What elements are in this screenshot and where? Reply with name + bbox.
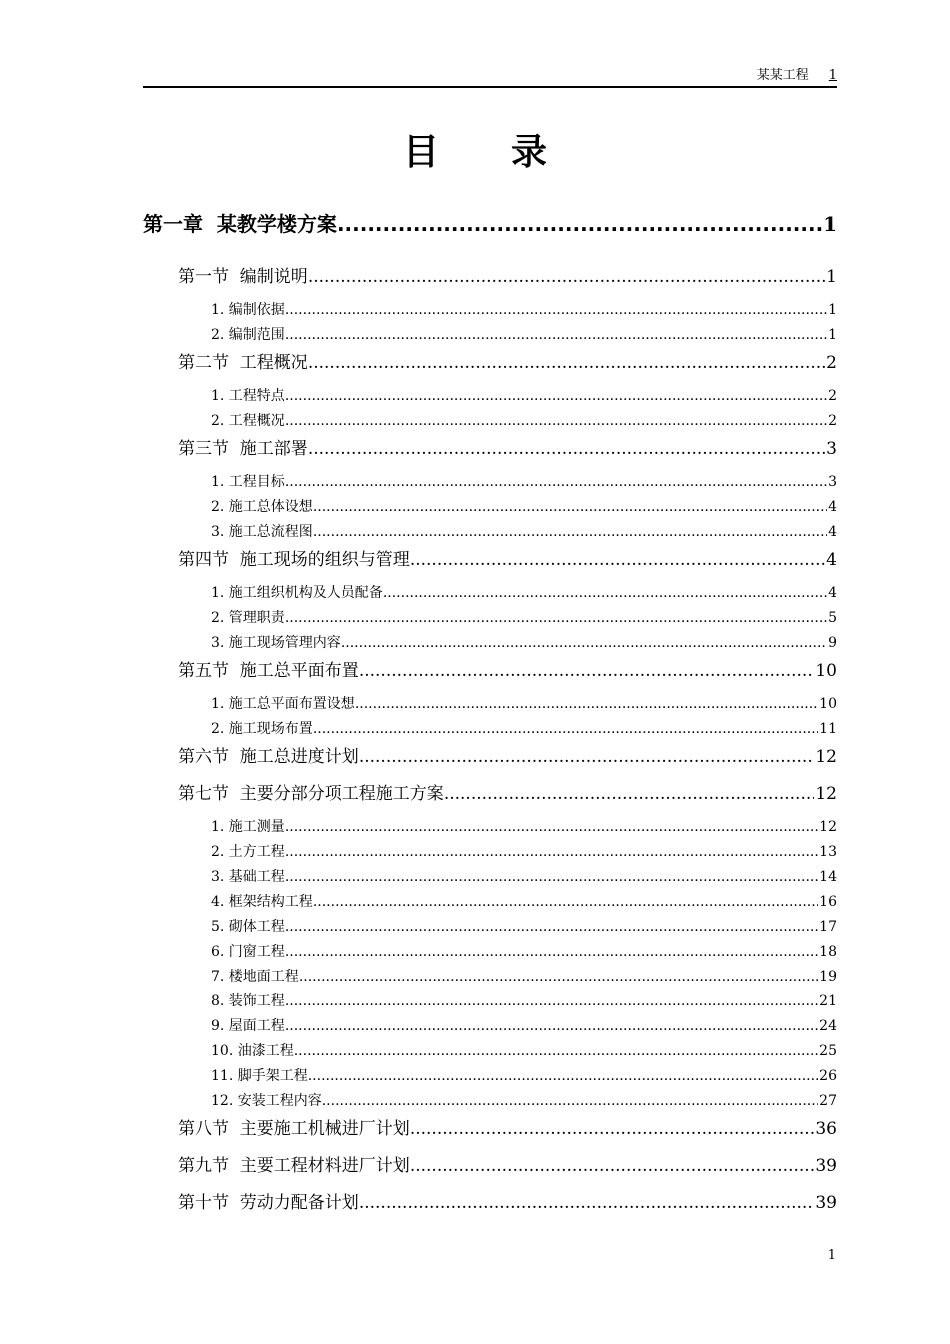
toc-entry[interactable] xyxy=(211,471,837,491)
toc-title: 目录 xyxy=(402,132,619,173)
toc-dot-leader xyxy=(313,721,818,737)
toc-entry[interactable] xyxy=(211,941,837,961)
toc-dot-leader xyxy=(294,1043,818,1059)
toc-entry-label: 第四节 施工现场的组织与管理 xyxy=(178,550,410,570)
toc-dot-leader xyxy=(383,585,827,601)
toc-entry-page: 18 xyxy=(819,944,837,960)
toc-entry-page: 4 xyxy=(828,585,837,601)
header-page-number: 1 xyxy=(828,68,837,83)
toc-entry-label: 第一章 某教学楼方案 xyxy=(143,212,337,236)
toc-entry-page: 5 xyxy=(828,610,837,626)
page-header xyxy=(143,66,837,88)
toc-entry-page: 25 xyxy=(819,1043,837,1059)
toc-entry-label: 第八节 主要施工机械进厂计划 xyxy=(178,1119,410,1139)
toc-entry-page: 39 xyxy=(815,1193,837,1213)
toc-entry[interactable] xyxy=(211,693,837,713)
toc-entry[interactable] xyxy=(211,1015,837,1035)
toc-entry-page: 2 xyxy=(826,353,837,373)
toc-entry-label: 第九节 主要工程材料进厂计划 xyxy=(178,1156,410,1176)
toc-entry[interactable] xyxy=(211,521,837,541)
toc-entry-label: 4. 框架结构工程 xyxy=(211,894,313,910)
toc-entry[interactable] xyxy=(178,1188,837,1213)
toc-dot-leader xyxy=(285,474,827,490)
toc-dot-leader xyxy=(285,944,818,960)
toc-entry-label: 1. 编制依据 xyxy=(211,302,285,318)
toc-entry-page: 26 xyxy=(819,1068,837,1084)
toc-entry[interactable] xyxy=(211,841,837,861)
toc-entry-label: 6. 门窗工程 xyxy=(211,944,285,960)
toc-entry-page: 14 xyxy=(819,869,837,885)
toc-entry-page: 3 xyxy=(828,474,837,490)
toc-entry[interactable] xyxy=(211,1065,837,1085)
toc-entry-label: 7. 楼地面工程 xyxy=(211,969,299,985)
toc-entry[interactable] xyxy=(211,891,837,911)
toc-entry-page: 1 xyxy=(823,212,837,236)
toc-dot-leader xyxy=(299,969,818,985)
toc-entry[interactable] xyxy=(211,324,837,344)
toc-entry-page: 1 xyxy=(826,267,837,287)
toc-entry[interactable] xyxy=(178,1151,837,1176)
toc-entry[interactable] xyxy=(211,1090,837,1110)
toc-entry-page: 21 xyxy=(819,993,837,1009)
toc-entry[interactable] xyxy=(211,410,837,430)
toc-entry[interactable] xyxy=(178,1114,837,1139)
toc-entry-label: 第二节 工程概况 xyxy=(178,353,308,373)
toc-dot-leader xyxy=(285,919,818,935)
toc-entry[interactable] xyxy=(211,1040,837,1060)
toc-dot-leader xyxy=(313,499,827,515)
toc-entry[interactable] xyxy=(211,582,837,602)
toc-entry-label: 2. 工程概况 xyxy=(211,413,285,429)
toc-entry-label: 9. 屋面工程 xyxy=(211,1018,285,1034)
toc-entry-page: 3 xyxy=(826,439,837,459)
toc-entry[interactable] xyxy=(211,607,837,627)
toc-entry-page: 9 xyxy=(828,635,837,651)
toc-entry-page: 39 xyxy=(815,1156,837,1176)
toc-entry-label: 2. 施工总体设想 xyxy=(211,499,313,515)
toc-dot-leader xyxy=(322,1093,818,1109)
toc-entry-label: 11. 脚手架工程 xyxy=(211,1068,308,1084)
toc-entry-page: 27 xyxy=(819,1093,837,1109)
toc-entry-label: 2. 施工现场布置 xyxy=(211,721,313,737)
toc-dot-leader xyxy=(444,784,815,804)
toc-entry-label: 2. 土方工程 xyxy=(211,844,285,860)
toc-entry[interactable] xyxy=(211,299,837,319)
toc-entry-label: 第七节 主要分部分项工程施工方案 xyxy=(178,784,444,804)
toc-entry[interactable] xyxy=(211,496,837,516)
toc-entry[interactable] xyxy=(143,208,837,237)
toc-dot-leader xyxy=(285,388,827,404)
toc-entry-page: 24 xyxy=(819,1018,837,1034)
toc-dot-leader xyxy=(285,844,818,860)
toc-dot-leader xyxy=(313,894,818,910)
toc-entry-page: 12 xyxy=(815,747,837,767)
toc-entry-label: 3. 基础工程 xyxy=(211,869,285,885)
toc-dot-leader xyxy=(308,267,825,287)
toc-entry[interactable] xyxy=(211,966,837,986)
toc-entry[interactable] xyxy=(211,718,837,738)
toc-dot-leader xyxy=(359,747,815,767)
toc-entry[interactable] xyxy=(211,816,837,836)
toc-dot-leader xyxy=(308,439,825,459)
toc-entry-page: 2 xyxy=(828,413,837,429)
toc-dot-leader xyxy=(285,819,818,835)
toc-dot-leader xyxy=(308,1068,818,1084)
toc-entry-label: 1. 施工测量 xyxy=(211,819,285,835)
toc-entry[interactable] xyxy=(178,348,837,373)
toc-entry-page: 4 xyxy=(828,499,837,515)
toc-dot-leader xyxy=(410,550,825,570)
page-footer-number: 1 xyxy=(827,1248,836,1263)
toc-dot-leader xyxy=(410,1156,815,1176)
toc-entry-label: 第三节 施工部署 xyxy=(178,439,308,459)
toc-entry-label: 1. 工程目标 xyxy=(211,474,285,490)
toc-entry[interactable] xyxy=(178,545,837,570)
header-title: 某某工程 xyxy=(756,68,809,83)
toc-entry-page: 36 xyxy=(815,1119,837,1139)
toc-entry-label: 2. 管理职责 xyxy=(211,610,285,626)
toc-entry-label: 12. 安装工程内容 xyxy=(211,1093,322,1109)
toc-entry-page: 2 xyxy=(828,388,837,404)
toc-entry[interactable] xyxy=(211,990,837,1010)
toc-entry-page: 13 xyxy=(819,844,837,860)
toc-dot-leader xyxy=(285,993,818,1009)
toc-entry[interactable] xyxy=(211,916,837,936)
toc-entry[interactable] xyxy=(211,632,837,652)
toc-dot-leader xyxy=(285,610,827,626)
toc-entry-label: 第五节 施工总平面布置 xyxy=(178,661,359,681)
toc-dot-leader xyxy=(337,212,822,236)
toc-entry-page: 17 xyxy=(819,919,837,935)
toc-entry-page: 1 xyxy=(828,327,837,343)
toc-dot-leader xyxy=(285,302,827,318)
toc-entry[interactable] xyxy=(178,779,837,804)
toc-dot-leader xyxy=(355,696,818,712)
toc-dot-leader xyxy=(359,661,815,681)
toc-entry-page: 19 xyxy=(819,969,837,985)
toc-dot-leader xyxy=(308,353,825,373)
toc-dot-leader xyxy=(410,1119,815,1139)
toc-entry-page: 16 xyxy=(819,894,837,910)
toc-dot-leader xyxy=(285,869,818,885)
toc-entry-page: 11 xyxy=(819,721,837,737)
toc-entry-label: 3. 施工总流程图 xyxy=(211,524,313,540)
toc-entry-page: 4 xyxy=(828,524,837,540)
toc-entry[interactable] xyxy=(178,742,837,767)
toc-dot-leader xyxy=(313,524,827,540)
toc-entry-page: 12 xyxy=(815,784,837,804)
toc-dot-leader xyxy=(341,635,827,651)
toc-entry-label: 8. 装饰工程 xyxy=(211,993,285,1009)
toc-entry[interactable] xyxy=(211,385,837,405)
toc-entry-label: 5. 砌体工程 xyxy=(211,919,285,935)
toc-entry-label: 1. 工程特点 xyxy=(211,388,285,404)
toc-entry-label: 第六节 施工总进度计划 xyxy=(178,747,359,767)
toc-entry-label: 1. 施工组织机构及人员配备 xyxy=(211,585,383,601)
toc-entry-label: 1. 施工总平面布置设想 xyxy=(211,696,355,712)
toc-entry-label: 第一节 编制说明 xyxy=(178,267,308,287)
toc-entry[interactable] xyxy=(178,434,837,459)
toc-entry-page: 4 xyxy=(826,550,837,570)
toc-entry-page: 10 xyxy=(819,696,837,712)
toc-dot-leader xyxy=(285,413,827,429)
toc-entry-label: 3. 施工现场管理内容 xyxy=(211,635,341,651)
toc-dot-leader xyxy=(285,1018,818,1034)
toc-dot-leader xyxy=(285,327,827,343)
toc-entry-label: 2. 编制范围 xyxy=(211,327,285,343)
toc-entry[interactable] xyxy=(178,262,837,287)
toc-entry-page: 10 xyxy=(815,661,837,681)
toc-entry-label: 10. 油漆工程 xyxy=(211,1043,294,1059)
toc-entry-page: 1 xyxy=(828,302,837,318)
toc-entry[interactable] xyxy=(211,866,837,886)
toc-dot-leader xyxy=(359,1193,815,1213)
toc-entry-label: 第十节 劳动力配备计划 xyxy=(178,1193,359,1213)
toc-entry[interactable] xyxy=(178,656,837,681)
toc-entry-page: 12 xyxy=(819,819,837,835)
